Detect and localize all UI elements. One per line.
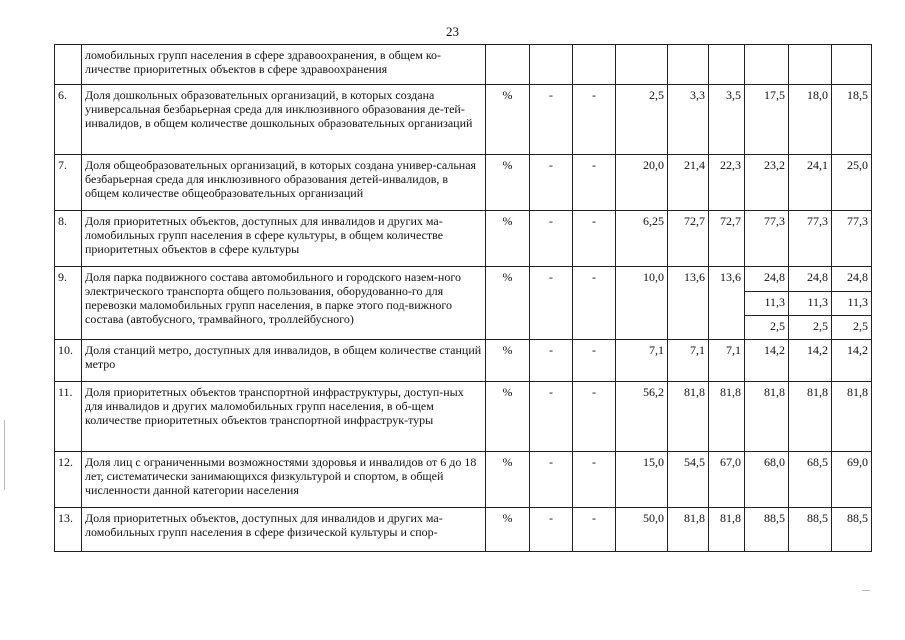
indicators-table (54, 44, 872, 552)
value-cell: 88,5 (789, 508, 832, 552)
value-cell: 81,8 (832, 382, 872, 452)
row-number: 10. (55, 340, 82, 382)
indicator-name: Доля приоритетных объектов, доступных для инвалидов и других ма-ломобильных групп населения в сфере культуры, в общем количестве приоритетных объектов в сфере культуры (82, 211, 486, 267)
dash-cell: - (573, 211, 616, 267)
dash-cell: - (530, 85, 573, 155)
unit-cell: % (486, 340, 530, 382)
value-cell (709, 45, 745, 85)
table-row (55, 382, 872, 452)
value-cell: 7,1 (616, 340, 668, 382)
indicator-name: Доля общеобразовательных организаций, в которых создана универ-сальная безбарьерная среда для инклюзивного образования детей-инвалидов, в общем количестве общеобразовательных организаций (82, 155, 486, 211)
table-row (55, 452, 872, 508)
unit-cell: % (486, 211, 530, 267)
dash-cell: - (530, 340, 573, 382)
value-cell: 50,0 (616, 508, 668, 552)
value-cell: 88,5 (745, 508, 789, 552)
value-cell (745, 45, 789, 85)
value-cell: 14,2 (789, 340, 832, 382)
value-cell: 68,0 (745, 452, 789, 508)
page-number: 23 (446, 24, 459, 39)
value-cell: 81,8 (789, 382, 832, 452)
indicator-name: Доля дошкольных образовательных организаций, в которых создана универсальная безбарьерная среда для инклюзивного образования де-тей-инвалидов, в общем количестве дошкольных образовательных организаций (82, 85, 486, 155)
table-row (55, 45, 872, 85)
value-cell: 7,1 (668, 340, 709, 382)
row-number: 12. (55, 452, 82, 508)
value-cell: 77,3 (745, 211, 789, 267)
value-cell: 2,5 (745, 316, 789, 340)
value-cell: 68,5 (789, 452, 832, 508)
value-cell: 2,5 (789, 316, 832, 340)
value-cell: 3,3 (668, 85, 709, 155)
row-number: 9. (55, 267, 82, 340)
value-cell: 13,6 (709, 267, 745, 340)
value-cell: 22,3 (709, 155, 745, 211)
table-row (55, 155, 872, 211)
table-row (55, 267, 872, 292)
value-cell: 2,5 (832, 316, 872, 340)
dash-cell: - (530, 155, 573, 211)
dash-cell: - (573, 382, 616, 452)
value-cell: 14,2 (745, 340, 789, 382)
value-cell: 14,2 (832, 340, 872, 382)
empty-cell (573, 45, 616, 85)
value-cell: 11,3 (789, 292, 832, 316)
value-cell: 69,0 (832, 452, 872, 508)
value-cell: 77,3 (832, 211, 872, 267)
value-cell: 88,5 (832, 508, 872, 552)
row-number: 6. (55, 85, 82, 155)
unit-cell (486, 45, 530, 85)
value-cell (668, 45, 709, 85)
value-cell: 20,0 (616, 155, 668, 211)
unit-cell: % (486, 508, 530, 552)
table-row (55, 85, 872, 155)
value-cell: 15,0 (616, 452, 668, 508)
dash-cell: - (530, 267, 573, 340)
row-number: 11. (55, 382, 82, 452)
value-cell: 24,8 (789, 267, 832, 292)
dash-cell: - (530, 211, 573, 267)
value-cell: 13,6 (668, 267, 709, 340)
value-cell: 10,0 (616, 267, 668, 340)
value-cell: 81,8 (668, 508, 709, 552)
table-row (55, 211, 872, 267)
dash-cell: - (530, 452, 573, 508)
value-cell: 18,5 (832, 85, 872, 155)
value-cell: 54,5 (668, 452, 709, 508)
value-cell: 17,5 (745, 85, 789, 155)
unit-cell: % (486, 85, 530, 155)
value-cell: 72,7 (709, 211, 745, 267)
value-cell: 7,1 (709, 340, 745, 382)
indicator-name: Доля приоритетных объектов, доступных для инвалидов и других ма-ломобильных групп населения в сфере физической культуры и спор- (82, 508, 486, 552)
dash-cell: - (530, 382, 573, 452)
empty-cell (530, 45, 573, 85)
value-cell: 67,0 (709, 452, 745, 508)
value-cell: 56,2 (616, 382, 668, 452)
value-cell: 25,0 (832, 155, 872, 211)
dash-cell: - (573, 508, 616, 552)
unit-cell: % (486, 382, 530, 452)
value-cell: 81,8 (709, 508, 745, 552)
value-cell: 24,8 (832, 267, 872, 292)
value-cell: 72,7 (668, 211, 709, 267)
dash-cell: - (530, 508, 573, 552)
row-number (55, 45, 82, 85)
scan-margin-mark (862, 590, 870, 591)
dash-cell: - (573, 340, 616, 382)
dash-cell: - (573, 452, 616, 508)
value-cell: 6,25 (616, 211, 668, 267)
value-cell: 81,8 (668, 382, 709, 452)
value-cell: 24,1 (789, 155, 832, 211)
value-cell: 77,3 (789, 211, 832, 267)
value-cell (832, 45, 872, 85)
row-number: 7. (55, 155, 82, 211)
dash-cell: - (573, 155, 616, 211)
indicator-name: ломобильных групп населения в сфере здравоохранения, в общем ко-личестве приоритетных объектов в сфере здравоохранения (82, 45, 486, 85)
value-cell: 18,0 (789, 85, 832, 155)
value-cell: 81,8 (745, 382, 789, 452)
value-cell: 2,5 (616, 85, 668, 155)
value-cell: 11,3 (745, 292, 789, 316)
unit-cell: % (486, 155, 530, 211)
value-cell: 81,8 (709, 382, 745, 452)
value-cell: 23,2 (745, 155, 789, 211)
unit-cell: % (486, 267, 530, 340)
value-cell: 21,4 (668, 155, 709, 211)
value-cell (789, 45, 832, 85)
table-row (55, 340, 872, 382)
value-cell: 3,5 (709, 85, 745, 155)
value-cell: 24,8 (745, 267, 789, 292)
value-cell: 11,3 (832, 292, 872, 316)
dash-cell: - (573, 267, 616, 340)
dash-cell: - (573, 85, 616, 155)
indicator-name: Доля станций метро, доступных для инвалидов, в общем количестве станций метро (82, 340, 486, 382)
value-cell (616, 45, 668, 85)
indicator-name: Доля лиц с ограниченными возможностями здоровья и инвалидов от 6 до 18 лет, систематически занимающихся физкультурой и спортом, в общей численности данной категории населения (82, 452, 486, 508)
unit-cell: % (486, 452, 530, 508)
indicator-name: Доля парка подвижного состава автомобильного и городского назем-ного электрического транспорта общего пользования, оборудованно-го для перевозки маломобильных групп населения, в парке этого под-вижного состава (автобусного, трамвайного, троллейбусного) (82, 267, 486, 340)
scan-margin-mark (4, 420, 5, 490)
row-number: 8. (55, 211, 82, 267)
indicator-name: Доля приоритетных объектов транспортной инфраструктуры, доступ-ных для инвалидов и других маломобильных групп населения, в об-щем количестве приоритетных объектов транспортной инфраструк-туры (82, 382, 486, 452)
table-row (55, 508, 872, 552)
row-number: 13. (55, 508, 82, 552)
